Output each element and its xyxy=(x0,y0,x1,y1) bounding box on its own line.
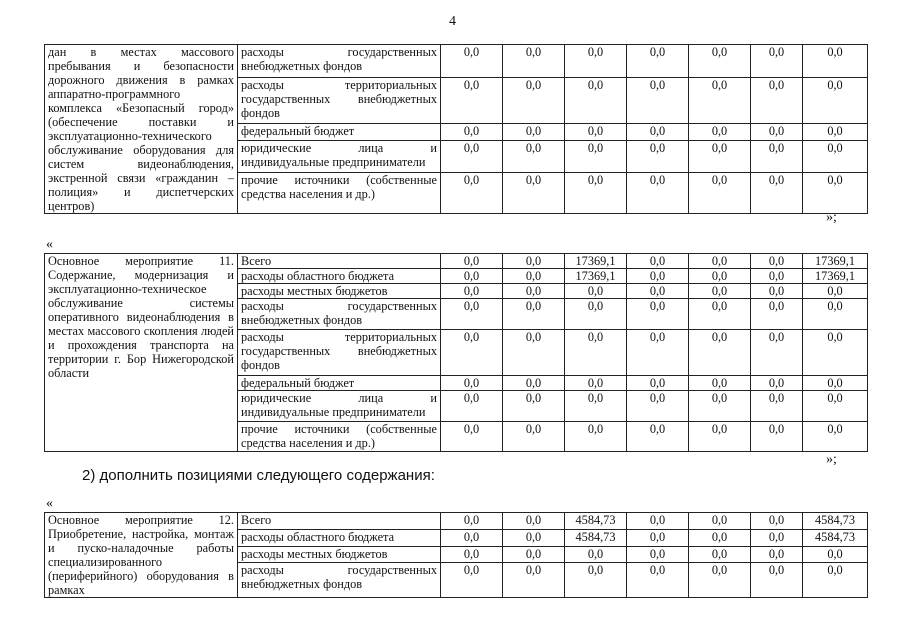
amount-cell: 0,0 xyxy=(689,124,751,140)
funding-source: расходы государственных внебюджетных фондов xyxy=(238,45,441,78)
amount-cell: 0,0 xyxy=(565,546,627,563)
amount-cell: 0,0 xyxy=(751,330,803,376)
activity-description: Основное мероприятие 11. Содержание, модернизация и эксплуатационно-техническое обслуживание системы оперативного видеонаблюдения в местах массового скопления людей и прохождения транспорта на территории г. Бор Нижегородской области xyxy=(45,254,238,452)
amount-cell: 0,0 xyxy=(565,299,627,330)
amount-cell: 0,0 xyxy=(565,330,627,376)
funding-source: федеральный бюджет xyxy=(238,124,441,140)
amount-cell: 0,0 xyxy=(565,173,627,214)
amount-cell: 0,0 xyxy=(751,513,803,530)
amount-cell: 0,0 xyxy=(627,299,689,330)
amount-cell: 0,0 xyxy=(627,422,689,452)
table-row xyxy=(45,513,868,530)
amount-cell: 0,0 xyxy=(441,45,503,78)
amount-cell: 0,0 xyxy=(503,391,565,422)
amount-cell: 0,0 xyxy=(803,140,868,173)
funding-source: расходы государственных внебюджетных фондов xyxy=(238,299,441,330)
amount-cell: 0,0 xyxy=(803,173,868,214)
amount-cell: 0,0 xyxy=(503,254,565,269)
amount-cell: 17369,1 xyxy=(565,254,627,269)
amount-cell: 0,0 xyxy=(627,284,689,299)
amount-cell: 0,0 xyxy=(751,254,803,269)
opening-quote-2: « xyxy=(46,496,53,511)
funding-source: расходы территориальных государственных внебюджетных фондов xyxy=(238,330,441,376)
amount-cell: 0,0 xyxy=(441,77,503,124)
closing-quote-2: »; xyxy=(826,452,837,467)
amount-cell: 0,0 xyxy=(689,330,751,376)
amount-cell: 0,0 xyxy=(751,269,803,284)
amount-cell: 0,0 xyxy=(565,77,627,124)
amount-cell: 0,0 xyxy=(751,299,803,330)
amount-cell: 0,0 xyxy=(689,140,751,173)
amount-cell: 0,0 xyxy=(689,376,751,391)
amount-cell: 0,0 xyxy=(689,563,751,598)
amount-cell: 17369,1 xyxy=(803,254,868,269)
activity-description: дан в местах массового пребывания и безопасности дорожного движения в рамках аппаратно-программного комплекса «Безопасный город» (обеспечение поставки и эксплуатационно-технического обслуживание оборудования для систем видеонаблюдения, экстренной связи «гражданин – полиция» и диспетчерских центров) xyxy=(45,45,238,214)
amount-cell: 0,0 xyxy=(565,140,627,173)
amount-cell: 4584,73 xyxy=(803,513,868,530)
amount-cell: 4584,73 xyxy=(803,529,868,546)
amount-cell: 0,0 xyxy=(689,529,751,546)
amount-cell: 0,0 xyxy=(627,173,689,214)
amount-cell: 0,0 xyxy=(627,529,689,546)
amount-cell: 0,0 xyxy=(803,330,868,376)
amount-cell: 0,0 xyxy=(689,299,751,330)
amount-cell: 0,0 xyxy=(627,563,689,598)
amount-cell: 0,0 xyxy=(565,45,627,78)
funding-source: расходы областного бюджета xyxy=(238,269,441,284)
amount-cell: 0,0 xyxy=(689,254,751,269)
amount-cell: 0,0 xyxy=(565,563,627,598)
amount-cell: 0,0 xyxy=(503,173,565,214)
amount-cell: 0,0 xyxy=(503,140,565,173)
amount-cell: 0,0 xyxy=(503,330,565,376)
amount-cell: 0,0 xyxy=(441,422,503,452)
amount-cell: 0,0 xyxy=(751,376,803,391)
amount-cell: 0,0 xyxy=(803,77,868,124)
amount-cell: 0,0 xyxy=(803,563,868,598)
amount-cell: 0,0 xyxy=(441,284,503,299)
amount-cell: 0,0 xyxy=(689,173,751,214)
funding-source: расходы местных бюджетов xyxy=(238,546,441,563)
amount-cell: 0,0 xyxy=(627,391,689,422)
amount-cell: 0,0 xyxy=(689,269,751,284)
amount-cell: 0,0 xyxy=(441,173,503,214)
amount-cell: 0,0 xyxy=(441,299,503,330)
amount-cell: 0,0 xyxy=(751,284,803,299)
instruction-text: 2) дополнить позициями следующего содержания: xyxy=(82,467,435,484)
funding-source: расходы государственных внебюджетных фондов xyxy=(238,563,441,598)
funding-source: расходы областного бюджета xyxy=(238,529,441,546)
amount-cell: 0,0 xyxy=(627,124,689,140)
funding-source: Всего xyxy=(238,254,441,269)
amount-cell: 0,0 xyxy=(503,299,565,330)
amount-cell: 0,0 xyxy=(803,422,868,452)
amount-cell: 0,0 xyxy=(441,140,503,173)
amount-cell: 0,0 xyxy=(441,513,503,530)
amount-cell: 0,0 xyxy=(503,422,565,452)
amount-cell: 0,0 xyxy=(689,391,751,422)
budget-table-3 xyxy=(44,512,868,598)
funding-source: прочие источники (собственные средства населения и др.) xyxy=(238,422,441,452)
amount-cell: 0,0 xyxy=(689,546,751,563)
amount-cell: 0,0 xyxy=(751,77,803,124)
amount-cell: 0,0 xyxy=(751,124,803,140)
amount-cell: 17369,1 xyxy=(565,269,627,284)
amount-cell: 0,0 xyxy=(751,391,803,422)
amount-cell: 0,0 xyxy=(503,45,565,78)
amount-cell: 0,0 xyxy=(627,140,689,173)
amount-cell: 0,0 xyxy=(503,77,565,124)
amount-cell: 17369,1 xyxy=(803,269,868,284)
activity-description: Основное мероприятие 12. Приобретение, настройка, монтаж и пуско-наладочные работы специализированного (периферийного) оборудования в рамках xyxy=(45,513,238,598)
budget-table-1 xyxy=(44,44,868,214)
funding-source: юридические лица и индивидуальные предприниматели xyxy=(238,140,441,173)
amount-cell: 0,0 xyxy=(689,284,751,299)
budget-table-2 xyxy=(44,253,868,452)
amount-cell: 0,0 xyxy=(689,422,751,452)
amount-cell: 4584,73 xyxy=(565,529,627,546)
amount-cell: 0,0 xyxy=(627,254,689,269)
funding-source: прочие источники (собственные средства населения и др.) xyxy=(238,173,441,214)
amount-cell: 0,0 xyxy=(803,546,868,563)
amount-cell: 0,0 xyxy=(441,330,503,376)
table-row xyxy=(45,45,868,78)
amount-cell: 0,0 xyxy=(503,513,565,530)
amount-cell: 0,0 xyxy=(441,269,503,284)
amount-cell: 0,0 xyxy=(689,45,751,78)
funding-source: расходы территориальных государственных внебюджетных фондов xyxy=(238,77,441,124)
amount-cell: 0,0 xyxy=(803,299,868,330)
amount-cell: 0,0 xyxy=(441,563,503,598)
amount-cell: 0,0 xyxy=(503,563,565,598)
amount-cell: 0,0 xyxy=(627,513,689,530)
amount-cell: 0,0 xyxy=(803,391,868,422)
funding-source: Всего xyxy=(238,513,441,530)
amount-cell: 0,0 xyxy=(751,45,803,78)
amount-cell: 0,0 xyxy=(565,422,627,452)
amount-cell: 0,0 xyxy=(751,173,803,214)
amount-cell: 0,0 xyxy=(751,563,803,598)
amount-cell: 0,0 xyxy=(803,124,868,140)
amount-cell: 0,0 xyxy=(627,376,689,391)
amount-cell: 0,0 xyxy=(441,391,503,422)
amount-cell: 0,0 xyxy=(803,284,868,299)
funding-source: федеральный бюджет xyxy=(238,376,441,391)
amount-cell: 0,0 xyxy=(751,422,803,452)
amount-cell: 0,0 xyxy=(565,376,627,391)
amount-cell: 0,0 xyxy=(441,124,503,140)
opening-quote-1: « xyxy=(46,237,53,252)
amount-cell: 0,0 xyxy=(441,529,503,546)
amount-cell: 0,0 xyxy=(627,45,689,78)
amount-cell: 0,0 xyxy=(503,546,565,563)
page-number: 4 xyxy=(449,14,456,29)
amount-cell: 0,0 xyxy=(751,140,803,173)
amount-cell: 0,0 xyxy=(627,269,689,284)
amount-cell: 0,0 xyxy=(503,529,565,546)
table-row xyxy=(45,254,868,269)
funding-source: расходы местных бюджетов xyxy=(238,284,441,299)
amount-cell: 0,0 xyxy=(441,546,503,563)
amount-cell: 0,0 xyxy=(751,529,803,546)
amount-cell: 0,0 xyxy=(565,391,627,422)
amount-cell: 0,0 xyxy=(565,284,627,299)
amount-cell: 0,0 xyxy=(627,546,689,563)
amount-cell: 0,0 xyxy=(803,45,868,78)
funding-source: юридические лица и индивидуальные предприниматели xyxy=(238,391,441,422)
amount-cell: 0,0 xyxy=(503,376,565,391)
amount-cell: 0,0 xyxy=(503,124,565,140)
amount-cell: 0,0 xyxy=(803,376,868,391)
closing-quote-1: »; xyxy=(826,210,837,225)
amount-cell: 0,0 xyxy=(689,77,751,124)
amount-cell: 0,0 xyxy=(441,376,503,391)
amount-cell: 4584,73 xyxy=(565,513,627,530)
amount-cell: 0,0 xyxy=(503,284,565,299)
amount-cell: 0,0 xyxy=(689,513,751,530)
amount-cell: 0,0 xyxy=(565,124,627,140)
amount-cell: 0,0 xyxy=(441,254,503,269)
amount-cell: 0,0 xyxy=(627,77,689,124)
amount-cell: 0,0 xyxy=(751,546,803,563)
amount-cell: 0,0 xyxy=(627,330,689,376)
amount-cell: 0,0 xyxy=(503,269,565,284)
